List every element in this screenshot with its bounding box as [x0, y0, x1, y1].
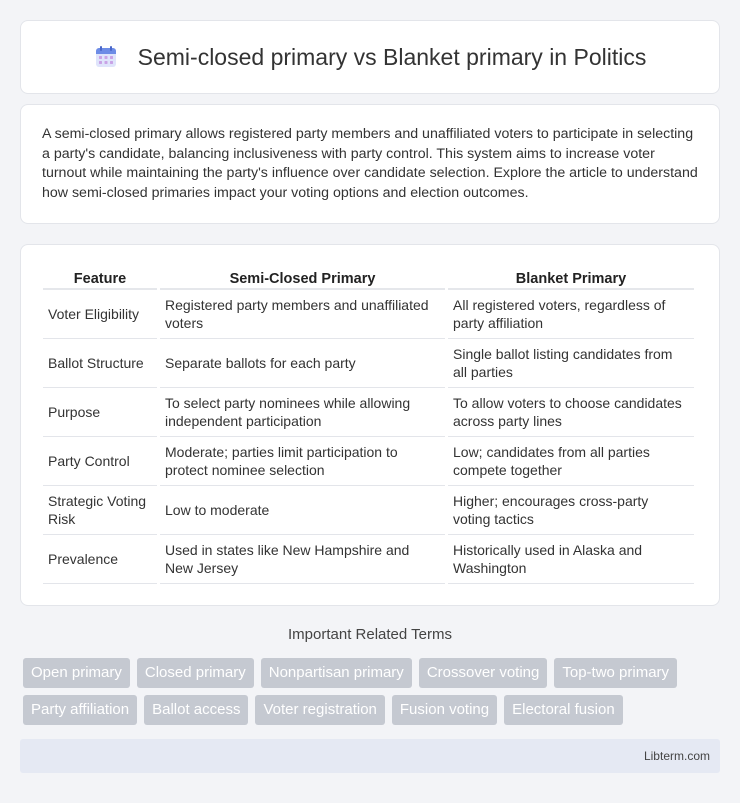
row-blanket: To allow voters to choose candidates across party lines	[448, 388, 694, 437]
table-header-row	[43, 265, 694, 290]
tag-nonpartisan-primary[interactable]: Nonpartisan primary	[261, 658, 412, 688]
row-semi-closed: Separate ballots for each party	[160, 339, 445, 388]
row-blanket: Single ballot listing candidates from all parties	[448, 339, 694, 388]
tag-crossover-voting[interactable]: Crossover voting	[419, 658, 548, 688]
comparison-table	[40, 265, 697, 584]
row-feature: Purpose	[43, 388, 157, 437]
table-row	[43, 290, 694, 339]
intro-card	[20, 104, 720, 224]
tag-electoral-fusion[interactable]: Electoral fusion	[504, 695, 623, 725]
table-row	[43, 486, 694, 535]
row-feature: Ballot Structure	[43, 339, 157, 388]
tag-ballot-access[interactable]: Ballot access	[144, 695, 248, 725]
tag-open-primary[interactable]: Open primary	[23, 658, 130, 688]
tag-closed-primary[interactable]: Closed primary	[137, 658, 254, 688]
header-feature: Feature	[43, 265, 157, 290]
table-row	[43, 535, 694, 584]
row-feature: Strategic Voting Risk	[43, 486, 157, 535]
tag-party-affiliation[interactable]: Party affiliation	[23, 695, 137, 725]
table-row	[43, 388, 694, 437]
row-blanket: Historically used in Alaska and Washington	[448, 535, 694, 584]
row-feature: Prevalence	[43, 535, 157, 584]
intro-text: A semi-closed primary allows registered party members and unaffiliated voters to participate in selecting a party's candidate, balancing inclusiveness with party control. This system aims to increase voter turnout while maintaining the party's influence over candidate selection. Explore the article to understand how semi-closed primaries impact your voting options and election outcomes.	[42, 126, 698, 201]
page-title: Semi-closed primary vs Blanket primary in Politics	[137, 43, 647, 70]
table-row	[43, 339, 694, 388]
footer	[20, 739, 720, 773]
row-semi-closed: Low to moderate	[160, 486, 445, 535]
tag-top-two-primary[interactable]: Top-two primary	[554, 658, 677, 688]
related-terms-heading: Important Related Terms	[288, 626, 452, 643]
tag-voter-registration[interactable]: Voter registration	[255, 695, 384, 725]
row-blanket: Low; candidates from all parties compete together	[448, 437, 694, 486]
row-feature: Party Control	[43, 437, 157, 486]
row-semi-closed: To select party nominees while allowing independent participation	[160, 388, 445, 437]
comparison-table-card	[20, 244, 720, 606]
row-blanket: All registered voters, regardless of party affiliation	[448, 290, 694, 339]
calendar-icon	[94, 45, 118, 69]
row-feature: Voter Eligibility	[43, 290, 157, 339]
header-semi-closed: Semi-Closed Primary	[160, 265, 445, 290]
row-semi-closed: Moderate; parties limit participation to protect nominee selection	[160, 437, 445, 486]
row-semi-closed: Used in states like New Hampshire and New Jersey	[160, 535, 445, 584]
title-card	[20, 20, 720, 94]
related-terms-row-1	[23, 658, 723, 688]
tag-fusion-voting[interactable]: Fusion voting	[392, 695, 497, 725]
footer-site-link[interactable]: Libterm.com	[643, 749, 710, 763]
related-terms-row-2	[23, 695, 723, 725]
related-terms-section	[0, 626, 740, 643]
table-row	[43, 437, 694, 486]
header-blanket: Blanket Primary	[448, 265, 694, 290]
row-blanket: Higher; encourages cross-party voting tactics	[448, 486, 694, 535]
row-semi-closed: Registered party members and unaffiliated voters	[160, 290, 445, 339]
